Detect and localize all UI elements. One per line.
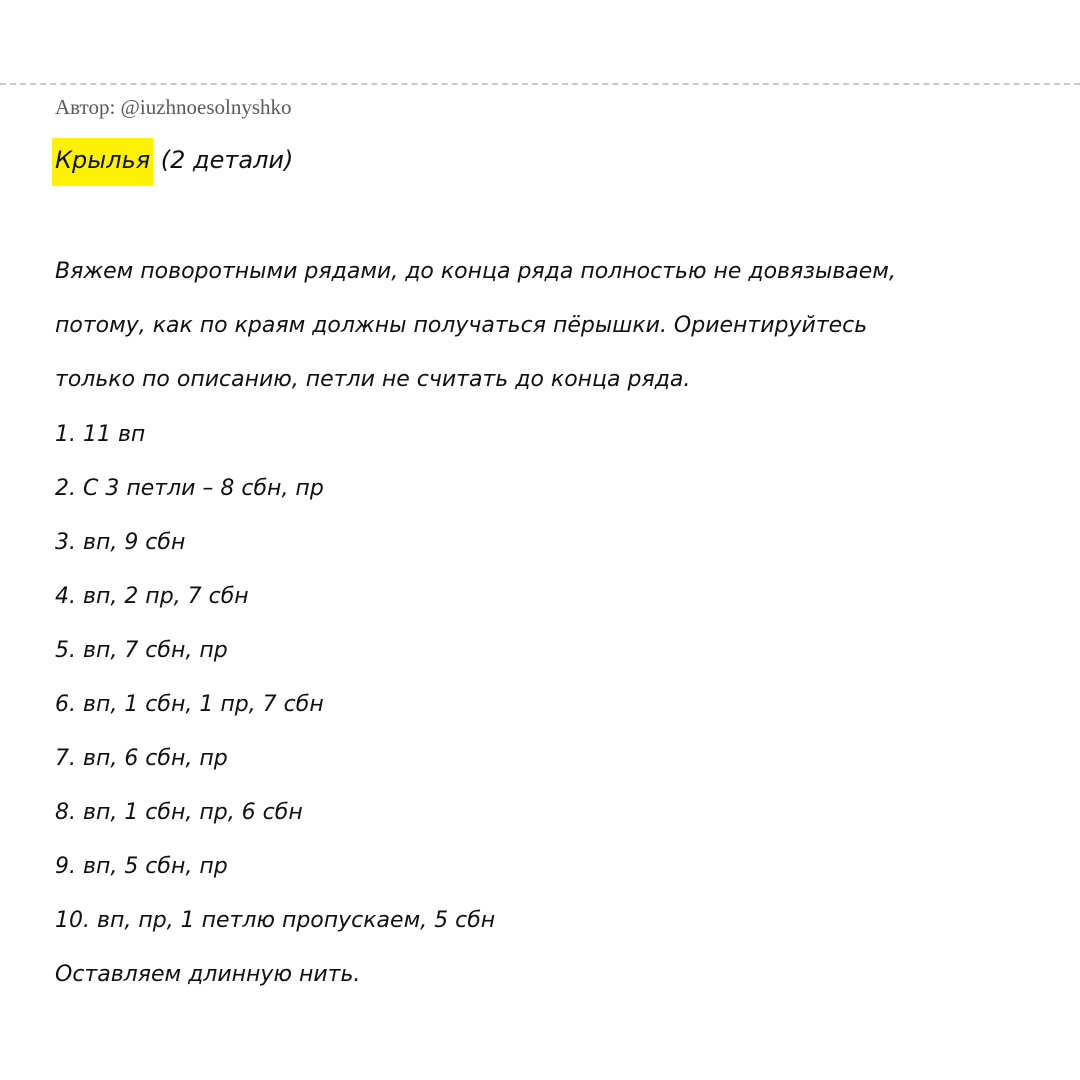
pattern-step: 5. вп, 7 сбн, пр bbox=[55, 638, 228, 663]
pattern-step: 8. вп, 1 сбн, пр, 6 сбн bbox=[55, 800, 303, 825]
intro-line: Вяжем поворотными рядами, до конца ряда полностью не довязываем, bbox=[55, 259, 896, 284]
pattern-step: 1. 11 вп bbox=[55, 422, 146, 447]
pattern-step: 9. вп, 5 сбн, пр bbox=[55, 854, 228, 879]
section-title bbox=[52, 146, 293, 174]
intro-paragraph bbox=[55, 245, 1065, 407]
pattern-step: 2. С 3 петли – 8 сбн, пр bbox=[55, 476, 324, 501]
title-highlight: Крылья bbox=[52, 138, 153, 186]
intro-line: потому, как по краям должны получаться пёрышки. Ориентируйтесь bbox=[55, 313, 868, 338]
intro-line: только по описанию, петли не считать до конца ряда. bbox=[55, 367, 691, 392]
pattern-step: 3. вп, 9 сбн bbox=[55, 530, 186, 555]
pattern-step: 10. вп, пр, 1 петлю пропускаем, 5 сбн bbox=[55, 908, 496, 933]
page-top-edge bbox=[0, 83, 1080, 85]
pattern-step: 6. вп, 1 сбн, 1 пр, 7 сбн bbox=[55, 692, 324, 717]
closing-note: Оставляем длинную нить. bbox=[55, 962, 361, 987]
author-credit: Автор: @iuzhnoesolnyshko bbox=[55, 95, 292, 119]
pattern-steps-list bbox=[55, 408, 495, 1002]
pattern-step: 7. вп, 6 сбн, пр bbox=[55, 746, 228, 771]
title-rest: (2 детали) bbox=[153, 146, 294, 174]
pattern-step: 4. вп, 2 пр, 7 сбн bbox=[55, 584, 249, 609]
